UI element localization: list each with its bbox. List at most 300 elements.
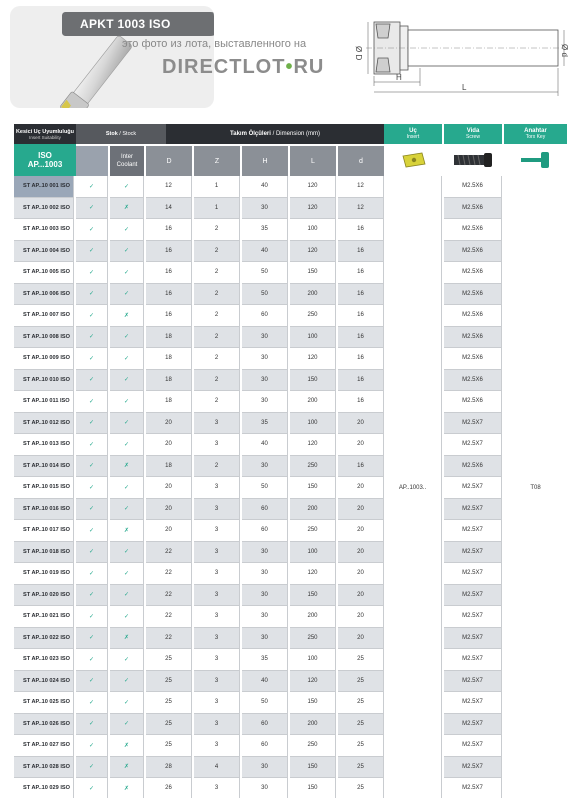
cell-z: 3 — [194, 413, 240, 435]
cell-code: ST AP..10 026 ISO — [14, 714, 74, 736]
col-D-header: D — [146, 146, 192, 176]
cell-code: ST AP..10 022 ISO — [14, 628, 74, 650]
table-row — [14, 585, 567, 607]
cell-l: 120 — [290, 563, 336, 585]
cell-z: 3 — [194, 606, 240, 628]
coolant-status-icon: ✓ — [110, 585, 144, 607]
cell-z: 3 — [194, 714, 240, 736]
table-row — [14, 542, 567, 564]
table-row — [14, 262, 567, 284]
watermark-logo: DIRECTLOT•RU — [162, 56, 325, 78]
stock-status-icon: ✓ — [76, 542, 108, 564]
coolant-status-icon: ✗ — [110, 198, 144, 220]
cell-d: 20 — [338, 542, 384, 564]
cell-d: 25 — [146, 714, 192, 736]
cell-d: 20 — [146, 499, 192, 521]
cell-l: 200 — [290, 391, 336, 413]
table-row — [14, 563, 567, 585]
coolant-status-icon: ✗ — [110, 305, 144, 327]
dim-label-d: Ø d — [560, 44, 569, 57]
cell-d: 18 — [146, 348, 192, 370]
coolant-subheader: Inter Coolant — [110, 146, 144, 176]
cell-screw: M2.5X6 — [444, 198, 502, 220]
cell-l: 120 — [290, 198, 336, 220]
cell-l: 100 — [290, 413, 336, 435]
table-row — [14, 456, 567, 478]
screw-header: Vida Screw — [444, 124, 502, 144]
cell-l: 150 — [290, 778, 336, 798]
stock-status-icon: ✓ — [76, 585, 108, 607]
coolant-status-icon: ✓ — [110, 563, 144, 585]
cell-h: 40 — [242, 176, 288, 198]
cell-d: 20 — [338, 585, 384, 607]
cell-code: ST AP..10 014 ISO — [14, 456, 74, 478]
coolant-status-icon: ✓ — [110, 606, 144, 628]
cell-d: 16 — [338, 391, 384, 413]
cell-h: 30 — [242, 606, 288, 628]
cell-l: 200 — [290, 714, 336, 736]
table-row — [14, 413, 567, 435]
cell-d: 20 — [146, 520, 192, 542]
cell-h: 50 — [242, 284, 288, 306]
stock-status-icon: ✓ — [76, 499, 108, 521]
cell-screw: M2.5X7 — [444, 778, 502, 798]
cell-d: 20 — [338, 520, 384, 542]
insert-column-value: AP..1003.. — [384, 176, 442, 798]
cell-l: 250 — [290, 735, 336, 757]
cell-code: ST AP..10 001 ISO — [14, 176, 74, 198]
stock-status-icon: ✓ — [76, 757, 108, 779]
cell-screw: M2.5X6 — [444, 176, 502, 198]
cell-code: ST AP..10 012 ISO — [14, 413, 74, 435]
table-row — [14, 198, 567, 220]
table-row — [14, 391, 567, 413]
cell-z: 2 — [194, 327, 240, 349]
cell-z: 3 — [194, 434, 240, 456]
cell-code: ST AP..10 005 ISO — [14, 262, 74, 284]
cell-z: 2 — [194, 305, 240, 327]
coolant-status-icon: ✗ — [110, 757, 144, 779]
coolant-status-icon: ✓ — [110, 671, 144, 693]
cell-h: 30 — [242, 585, 288, 607]
cell-z: 2 — [194, 370, 240, 392]
cell-d: 18 — [146, 456, 192, 478]
cell-z: 2 — [194, 262, 240, 284]
cell-l: 250 — [290, 628, 336, 650]
dimensions-header: Takım Ölçüleri / Dimension (mm) — [166, 124, 384, 144]
screw-image — [444, 146, 502, 174]
cell-z: 2 — [194, 219, 240, 241]
table-row — [14, 241, 567, 263]
cell-d: 12 — [338, 198, 384, 220]
cell-d: 18 — [146, 391, 192, 413]
stock-status-icon: ✓ — [76, 692, 108, 714]
cell-screw: M2.5X7 — [444, 692, 502, 714]
coolant-status-icon: ✗ — [110, 628, 144, 650]
cell-l: 100 — [290, 219, 336, 241]
stock-status-icon: ✓ — [76, 735, 108, 757]
cell-d: 25 — [146, 735, 192, 757]
table-row — [14, 778, 567, 798]
cell-h: 30 — [242, 778, 288, 798]
cell-d: 16 — [338, 241, 384, 263]
cell-d: 16 — [146, 284, 192, 306]
cell-d: 16 — [338, 370, 384, 392]
stock-status-icon: ✓ — [76, 520, 108, 542]
dim-label-D: Ø D — [354, 46, 363, 61]
cell-screw: M2.5X6 — [444, 456, 502, 478]
cell-d: 22 — [146, 606, 192, 628]
cell-d: 16 — [146, 305, 192, 327]
cell-d: 25 — [338, 692, 384, 714]
cell-code: ST AP..10 010 ISO — [14, 370, 74, 392]
cell-d: 25 — [338, 714, 384, 736]
coolant-status-icon: ✓ — [110, 477, 144, 499]
coolant-status-icon: ✓ — [110, 692, 144, 714]
table-row — [14, 628, 567, 650]
cell-l: 100 — [290, 542, 336, 564]
cell-screw: M2.5X6 — [444, 327, 502, 349]
cell-z: 3 — [194, 520, 240, 542]
table-row — [14, 692, 567, 714]
table-row — [14, 735, 567, 757]
cell-d: 16 — [338, 348, 384, 370]
coolant-status-icon: ✓ — [110, 176, 144, 198]
stock-status-icon: ✓ — [76, 434, 108, 456]
cell-code: ST AP..10 007 ISO — [14, 305, 74, 327]
cell-z: 2 — [194, 284, 240, 306]
cell-z: 3 — [194, 692, 240, 714]
cell-d: 16 — [338, 456, 384, 478]
insert-image — [386, 146, 442, 174]
coolant-status-icon: ✓ — [110, 413, 144, 435]
cell-d: 22 — [146, 585, 192, 607]
cell-h: 30 — [242, 542, 288, 564]
cell-h: 60 — [242, 735, 288, 757]
cell-d: 25 — [338, 778, 384, 798]
cell-code: ST AP..10 017 ISO — [14, 520, 74, 542]
stock-status-icon: ✓ — [76, 176, 108, 198]
cell-code: ST AP..10 009 ISO — [14, 348, 74, 370]
stock-status-icon: ✓ — [76, 714, 108, 736]
cell-d: 22 — [146, 563, 192, 585]
coolant-status-icon: ✓ — [110, 348, 144, 370]
table-row — [14, 176, 567, 198]
cell-h: 60 — [242, 714, 288, 736]
coolant-status-icon: ✓ — [110, 434, 144, 456]
stock-header: Stok / Stock — [76, 124, 166, 144]
stock-status-icon: ✓ — [76, 241, 108, 263]
cell-code: ST AP..10 011 ISO — [14, 391, 74, 413]
cell-l: 150 — [290, 370, 336, 392]
cell-d: 22 — [146, 628, 192, 650]
cell-z: 2 — [194, 348, 240, 370]
cell-z: 3 — [194, 585, 240, 607]
cell-h: 30 — [242, 456, 288, 478]
cell-d: 20 — [338, 499, 384, 521]
coolant-status-icon: ✓ — [110, 262, 144, 284]
stock-status-icon: ✓ — [76, 198, 108, 220]
stock-status-icon: ✓ — [76, 778, 108, 798]
cell-l: 150 — [290, 692, 336, 714]
cell-z: 3 — [194, 628, 240, 650]
table-row — [14, 606, 567, 628]
cell-l: 120 — [290, 241, 336, 263]
cell-h: 60 — [242, 499, 288, 521]
dim-label-L: L — [462, 83, 467, 92]
cell-screw: M2.5X6 — [444, 370, 502, 392]
cell-z: 3 — [194, 477, 240, 499]
table-row — [14, 649, 567, 671]
stock-status-icon: ✓ — [76, 348, 108, 370]
stock-status-icon: ✓ — [76, 327, 108, 349]
coolant-status-icon: ✓ — [110, 499, 144, 521]
cell-screw: M2.5X6 — [444, 391, 502, 413]
cell-d: 12 — [338, 176, 384, 198]
cell-d: 25 — [338, 757, 384, 779]
col-d-header: d — [338, 146, 384, 176]
cell-d: 25 — [338, 671, 384, 693]
cell-d: 25 — [338, 649, 384, 671]
cell-h: 60 — [242, 520, 288, 542]
cell-screw: M2.5X7 — [444, 757, 502, 779]
cell-d: 20 — [338, 628, 384, 650]
cell-screw: M2.5X7 — [444, 520, 502, 542]
coolant-status-icon: ✗ — [110, 456, 144, 478]
cell-l: 100 — [290, 327, 336, 349]
cell-z: 3 — [194, 671, 240, 693]
cell-screw: M2.5X6 — [444, 305, 502, 327]
cell-screw: M2.5X7 — [444, 477, 502, 499]
cell-screw: M2.5X7 — [444, 606, 502, 628]
cell-code: ST AP..10 013 ISO — [14, 434, 74, 456]
cell-screw: M2.5X6 — [444, 284, 502, 306]
cell-d: 25 — [338, 735, 384, 757]
tool-dimension-drawing — [338, 8, 574, 98]
coolant-status-icon: ✗ — [110, 778, 144, 798]
cell-screw: M2.5X6 — [444, 219, 502, 241]
cell-d: 16 — [338, 262, 384, 284]
cell-code: ST AP..10 008 ISO — [14, 327, 74, 349]
key-header: Anahtar Torx Key — [504, 124, 567, 144]
cell-h: 30 — [242, 391, 288, 413]
cell-d: 18 — [146, 370, 192, 392]
table-row — [14, 714, 567, 736]
table-row — [14, 434, 567, 456]
cell-h: 60 — [242, 305, 288, 327]
cell-code: ST AP..10 018 ISO — [14, 542, 74, 564]
table-row — [14, 284, 567, 306]
cell-code: ST AP..10 003 ISO — [14, 219, 74, 241]
cell-code: ST AP..10 020 ISO — [14, 585, 74, 607]
cell-code: ST AP..10 006 ISO — [14, 284, 74, 306]
cell-code: ST AP..10 027 ISO — [14, 735, 74, 757]
cell-d: 25 — [146, 649, 192, 671]
iso-insert-header: ISO AP...1003 — [14, 144, 76, 176]
cell-d: 22 — [146, 542, 192, 564]
cell-l: 200 — [290, 284, 336, 306]
cell-d: 16 — [146, 262, 192, 284]
watermark-caption: это фото из лота, выставленного на — [122, 38, 307, 50]
coolant-status-icon: ✓ — [110, 714, 144, 736]
table-row — [14, 757, 567, 779]
coolant-status-icon: ✓ — [110, 542, 144, 564]
cell-d: 14 — [146, 198, 192, 220]
cell-d: 16 — [146, 219, 192, 241]
cell-z: 2 — [194, 241, 240, 263]
cell-d: 28 — [146, 757, 192, 779]
cell-code: ST AP..10 024 ISO — [14, 671, 74, 693]
cell-l: 120 — [290, 348, 336, 370]
cell-h: 30 — [242, 327, 288, 349]
cell-screw: M2.5X7 — [444, 499, 502, 521]
cell-d: 20 — [338, 413, 384, 435]
coolant-status-icon: ✓ — [110, 391, 144, 413]
col-L-header: L — [290, 146, 336, 176]
cell-l: 120 — [290, 434, 336, 456]
cell-d: 20 — [146, 413, 192, 435]
cell-l: 200 — [290, 499, 336, 521]
cell-d: 25 — [146, 692, 192, 714]
cell-h: 30 — [242, 628, 288, 650]
cell-d: 25 — [146, 671, 192, 693]
col-H-header: H — [242, 146, 288, 176]
cell-d: 20 — [338, 434, 384, 456]
cell-h: 30 — [242, 198, 288, 220]
cell-z: 3 — [194, 649, 240, 671]
cell-screw: M2.5X7 — [444, 585, 502, 607]
cell-l: 250 — [290, 520, 336, 542]
cell-code: ST AP..10 016 ISO — [14, 499, 74, 521]
stock-status-icon: ✓ — [76, 413, 108, 435]
cell-d: 16 — [338, 284, 384, 306]
cell-l: 150 — [290, 262, 336, 284]
cell-z: 4 — [194, 757, 240, 779]
cell-h: 30 — [242, 370, 288, 392]
cell-d: 20 — [146, 477, 192, 499]
cell-screw: M2.5X7 — [444, 542, 502, 564]
cell-z: 1 — [194, 198, 240, 220]
cell-screw: M2.5X7 — [444, 563, 502, 585]
stock-subheader — [76, 146, 108, 176]
table-row — [14, 348, 567, 370]
stock-status-icon: ✓ — [76, 391, 108, 413]
cell-screw: M2.5X7 — [444, 671, 502, 693]
cell-z: 2 — [194, 391, 240, 413]
cell-h: 35 — [242, 413, 288, 435]
cell-h: 30 — [242, 563, 288, 585]
cell-h: 30 — [242, 348, 288, 370]
table-row — [14, 477, 567, 499]
coolant-status-icon: ✗ — [110, 520, 144, 542]
product-title: APKT 1003 ISO — [80, 17, 171, 31]
cell-screw: M2.5X6 — [444, 241, 502, 263]
cell-h: 35 — [242, 219, 288, 241]
cell-h: 50 — [242, 692, 288, 714]
cell-screw: M2.5X7 — [444, 434, 502, 456]
cell-code: ST AP..10 021 ISO — [14, 606, 74, 628]
stock-status-icon: ✓ — [76, 649, 108, 671]
coolant-status-icon: ✓ — [110, 284, 144, 306]
stock-status-icon: ✓ — [76, 456, 108, 478]
cell-l: 150 — [290, 585, 336, 607]
dim-label-H: H — [396, 73, 402, 82]
stock-status-icon: ✓ — [76, 563, 108, 585]
coolant-status-icon: ✓ — [110, 219, 144, 241]
stock-status-icon: ✓ — [76, 262, 108, 284]
cell-d: 20 — [146, 434, 192, 456]
coolant-status-icon: ✓ — [110, 649, 144, 671]
stock-status-icon: ✓ — [76, 219, 108, 241]
cell-screw: M2.5X6 — [444, 262, 502, 284]
cell-h: 40 — [242, 434, 288, 456]
cell-d: 16 — [338, 305, 384, 327]
coolant-status-icon: ✓ — [110, 241, 144, 263]
cell-code: ST AP..10 025 ISO — [14, 692, 74, 714]
cell-d: 16 — [338, 219, 384, 241]
cell-z: 3 — [194, 778, 240, 798]
cell-l: 150 — [290, 757, 336, 779]
cell-d: 16 — [338, 327, 384, 349]
cell-d: 20 — [338, 563, 384, 585]
cell-z: 2 — [194, 456, 240, 478]
cell-h: 50 — [242, 262, 288, 284]
stock-status-icon: ✓ — [76, 606, 108, 628]
key-column-value: T08 — [504, 176, 567, 798]
stock-status-icon: ✓ — [76, 305, 108, 327]
cell-code: ST AP..10 023 ISO — [14, 649, 74, 671]
cell-d: 26 — [146, 778, 192, 798]
table-row — [14, 305, 567, 327]
cell-z: 1 — [194, 176, 240, 198]
coolant-status-icon: ✗ — [110, 735, 144, 757]
coolant-status-icon: ✓ — [110, 327, 144, 349]
cell-l: 120 — [290, 671, 336, 693]
stock-status-icon: ✓ — [76, 477, 108, 499]
table-row — [14, 520, 567, 542]
cell-z: 3 — [194, 499, 240, 521]
cell-l: 250 — [290, 305, 336, 327]
table-row — [14, 219, 567, 241]
stock-status-icon: ✓ — [76, 284, 108, 306]
insert-header: Uç Insert — [384, 124, 442, 144]
cell-z: 3 — [194, 735, 240, 757]
table-row — [14, 370, 567, 392]
cell-h: 30 — [242, 757, 288, 779]
cell-h: 50 — [242, 477, 288, 499]
cell-z: 3 — [194, 542, 240, 564]
cell-code: ST AP..10 029 ISO — [14, 778, 74, 798]
cell-screw: M2.5X7 — [444, 649, 502, 671]
cell-screw: M2.5X7 — [444, 413, 502, 435]
cell-z: 3 — [194, 563, 240, 585]
cell-l: 250 — [290, 456, 336, 478]
stock-status-icon: ✓ — [76, 628, 108, 650]
cell-code: ST AP..10 004 ISO — [14, 241, 74, 263]
torx-key-image — [504, 146, 567, 174]
cell-d: 16 — [146, 241, 192, 263]
cell-code: ST AP..10 019 ISO — [14, 563, 74, 585]
cell-l: 120 — [290, 176, 336, 198]
suitability-header: Kesici Uç Uyumluluğu Insert Suitability — [14, 124, 76, 144]
cell-screw: M2.5X7 — [444, 628, 502, 650]
cell-d: 20 — [338, 477, 384, 499]
cell-screw: M2.5X7 — [444, 714, 502, 736]
col-Z-header: Z — [194, 146, 240, 176]
cell-h: 35 — [242, 649, 288, 671]
table-row — [14, 671, 567, 693]
cell-l: 200 — [290, 606, 336, 628]
